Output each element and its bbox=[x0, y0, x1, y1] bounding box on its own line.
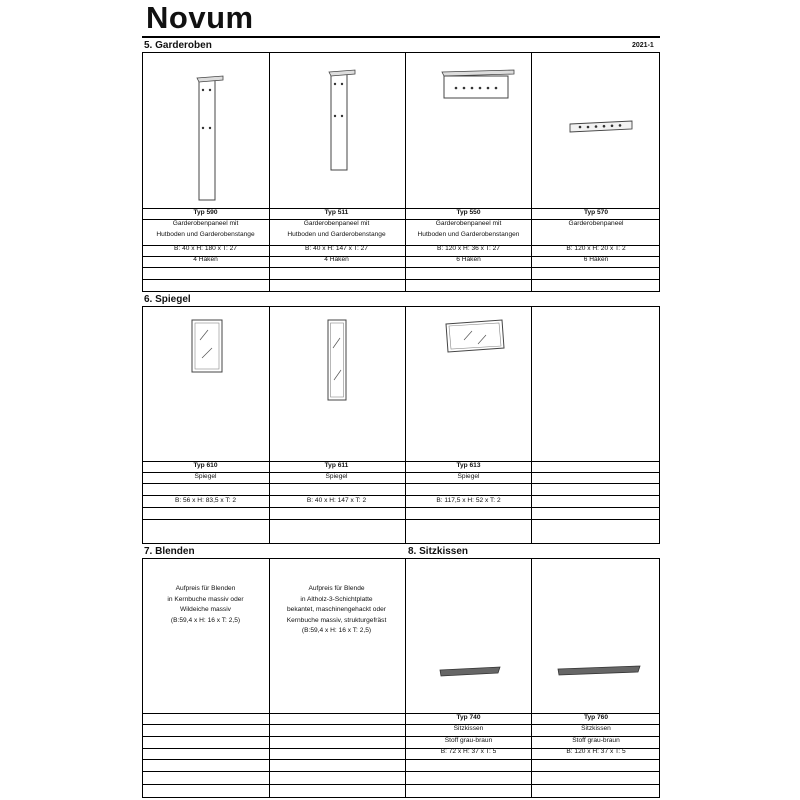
product-extra: 6 Haken bbox=[583, 256, 609, 263]
blende-line: bekantet, maschinengehackt oder bbox=[287, 606, 386, 614]
product-extra: 6 Haken bbox=[456, 256, 481, 263]
section-title-garderoben: 5. Garderoben bbox=[144, 40, 212, 51]
product-material: Stoff grau-braun bbox=[444, 737, 493, 744]
product-description: Hutboden und Garderobenstange bbox=[287, 231, 386, 238]
product-type-label: Typ 550 bbox=[456, 209, 481, 216]
product-dimensions: B: 40 x H: 180 x T: 27 bbox=[174, 245, 237, 252]
product-drawing-typ-613 bbox=[444, 318, 506, 354]
product-description: Garderobenpaneel mit bbox=[172, 220, 239, 227]
product-description: Sitzkissen bbox=[453, 725, 484, 732]
product-description: Garderobenpaneel mit bbox=[303, 220, 370, 227]
product-material: Stoff grau-braun bbox=[572, 737, 620, 744]
product-dimensions: B: 117,5 x H: 52 x T: 2 bbox=[436, 497, 501, 504]
product-type-label: Typ 610 bbox=[193, 462, 218, 469]
product-description: Garderobenpaneel mit bbox=[435, 220, 502, 227]
blende-line: in Altholz-3-Schichtplatte bbox=[300, 595, 373, 603]
product-description: Hutboden und Garderobenstange bbox=[156, 231, 255, 238]
blende-text-1 bbox=[142, 584, 269, 626]
product-drawing-typ-610 bbox=[190, 318, 226, 374]
product-description: Spiegel bbox=[325, 473, 348, 480]
title-rule bbox=[142, 36, 660, 38]
product-dimensions: B: 120 x H: 37 x T: 5 bbox=[566, 748, 626, 755]
product-drawing-typ-611 bbox=[326, 318, 350, 402]
product-drawing-typ-550 bbox=[440, 68, 520, 102]
product-type-label: Typ 740 bbox=[456, 714, 481, 721]
product-type-label: Typ 570 bbox=[583, 209, 609, 216]
product-drawing-typ-760 bbox=[556, 663, 642, 677]
blende-line: (B:59,4 x H: 16 x T: 2,5) bbox=[170, 616, 241, 624]
blende-line: Aufpreis für Blende bbox=[308, 585, 365, 592]
product-drawing-typ-570 bbox=[568, 118, 638, 138]
section-title-sitzkissen: 8. Sitzkissen bbox=[408, 546, 469, 557]
section-title-blenden: 7. Blenden bbox=[144, 546, 195, 557]
blende-line: Kernbuche massiv, strukturgefräst bbox=[286, 616, 387, 624]
product-extra: 4 Haken bbox=[193, 256, 218, 263]
document-date: 2021-1 bbox=[632, 42, 654, 49]
product-extra: 4 Haken bbox=[324, 256, 349, 263]
product-description: Hutboden und Garderobenstangen bbox=[417, 231, 520, 238]
blende-line: Wildeiche massiv bbox=[180, 606, 231, 614]
product-dimensions: B: 40 x H: 147 x T: 2 bbox=[306, 497, 367, 504]
brand-title: Novum bbox=[146, 0, 254, 35]
product-type-label: Typ 760 bbox=[583, 714, 609, 721]
product-dimensions: B: 72 x H: 37 x T: 5 bbox=[440, 748, 497, 755]
product-description: Sitzkissen bbox=[581, 725, 611, 732]
product-drawing-typ-740 bbox=[438, 664, 502, 678]
product-dimensions: B: 40 x H: 147 x T: 27 bbox=[305, 245, 368, 252]
blende-line: in Kernbuche massiv oder bbox=[167, 595, 244, 603]
product-type-label: Typ 590 bbox=[193, 209, 218, 216]
product-drawing-typ-590 bbox=[195, 72, 235, 202]
product-dimensions: B: 56 x H: 83,5 x T: 2 bbox=[174, 497, 237, 504]
section-title-spiegel: 6. Spiegel bbox=[144, 294, 191, 305]
product-type-label: Typ 611 bbox=[324, 462, 349, 469]
product-dimensions: B: 120 x H: 20 x T: 2 bbox=[566, 245, 626, 252]
product-description: Spiegel bbox=[194, 473, 217, 480]
product-description: Spiegel bbox=[457, 473, 480, 480]
product-dimensions: B: 120 x H: 36 x T: 27 bbox=[437, 245, 500, 252]
blende-line: Aufpreis für Blenden bbox=[175, 585, 236, 592]
blende-line: (B:59,4 x H: 16 x T: 2,5) bbox=[301, 627, 372, 635]
blende-text-2 bbox=[269, 584, 404, 637]
product-description: Garderobenpaneel bbox=[568, 220, 624, 227]
product-drawing-typ-511 bbox=[327, 66, 367, 176]
product-type-label: Typ 613 bbox=[456, 462, 481, 469]
product-type-label: Typ 511 bbox=[324, 209, 349, 216]
